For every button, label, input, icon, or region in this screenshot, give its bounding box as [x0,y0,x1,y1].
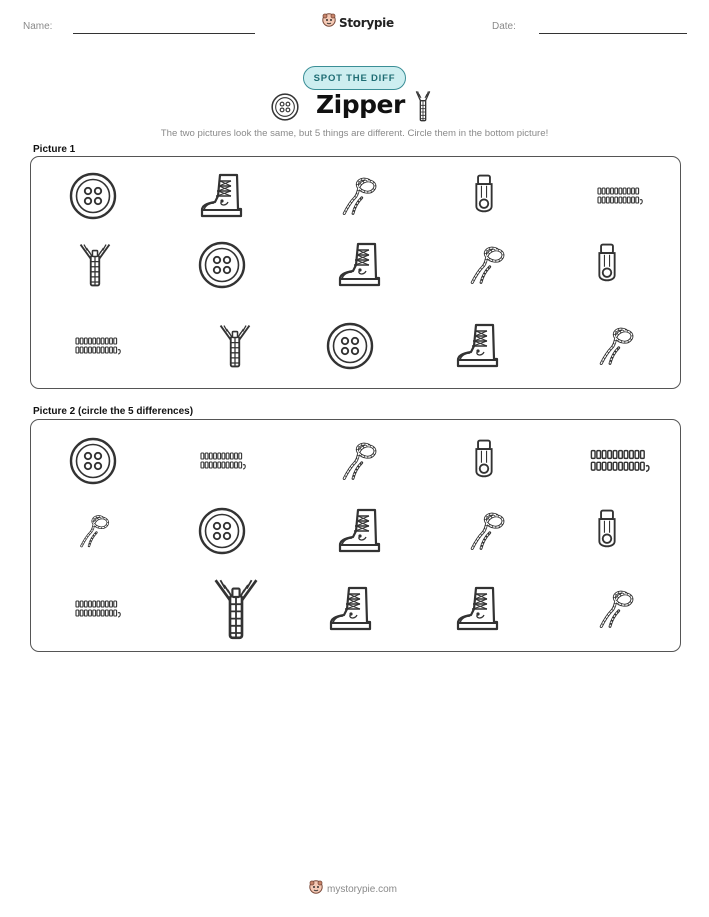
zipper-teeth-icon [596,185,644,207]
rope-icon [467,242,509,288]
name-label: Name: [23,21,53,32]
button-icon[interactable] [198,507,246,555]
zipper-icon [414,90,432,127]
rope-icon[interactable] [467,508,509,554]
zipper-pull-icon [590,242,624,288]
picture-2-label: Picture 2 (circle the 5 differences) [33,406,194,417]
rope-icon[interactable] [339,438,381,484]
footer-url[interactable]: mystorypie.com [327,884,398,895]
date-label: Date: [492,21,516,32]
zipper-teeth-icon[interactable] [587,448,653,474]
zipper-teeth-icon[interactable] [74,598,122,620]
brand-name: Storypie [339,15,394,30]
boot-icon[interactable] [336,507,384,555]
rope-icon[interactable] [596,586,638,632]
zipper-teeth-icon [74,335,122,357]
spot-the-diff-badge: SPOT THE DIFF [303,66,406,90]
date-line[interactable] [539,33,687,34]
zipper-icon[interactable] [212,574,260,644]
zipper-icon [218,320,252,372]
rope-icon [339,173,381,219]
storypie-mascot-icon [309,880,323,899]
button-icon [326,322,374,370]
name-line[interactable] [73,33,255,34]
storypie-mascot-icon [322,13,336,32]
boot-icon [454,322,502,370]
zipper-pull-icon[interactable] [467,438,501,484]
zipper-icon [78,239,112,291]
boot-icon[interactable] [454,585,502,633]
boot-icon[interactable] [327,585,375,633]
brand-logo [322,13,394,32]
page-title: Zipper [316,90,405,119]
rope-icon [596,323,638,369]
button-icon [198,241,246,289]
boot-icon [336,241,384,289]
footer [309,880,397,899]
boot-icon [198,172,246,220]
button-icon [69,172,117,220]
zipper-teeth-icon[interactable] [199,450,247,472]
zipper-pull-icon[interactable] [590,508,624,554]
instructions: The two pictures look the same, but 5 things are different. Circle them in the bottom picture! [160,128,549,139]
button-icon [271,93,299,126]
rope-icon[interactable] [77,509,113,553]
picture-1-label: Picture 1 [33,144,76,155]
zipper-pull-icon [467,173,501,219]
button-icon[interactable] [69,437,117,485]
